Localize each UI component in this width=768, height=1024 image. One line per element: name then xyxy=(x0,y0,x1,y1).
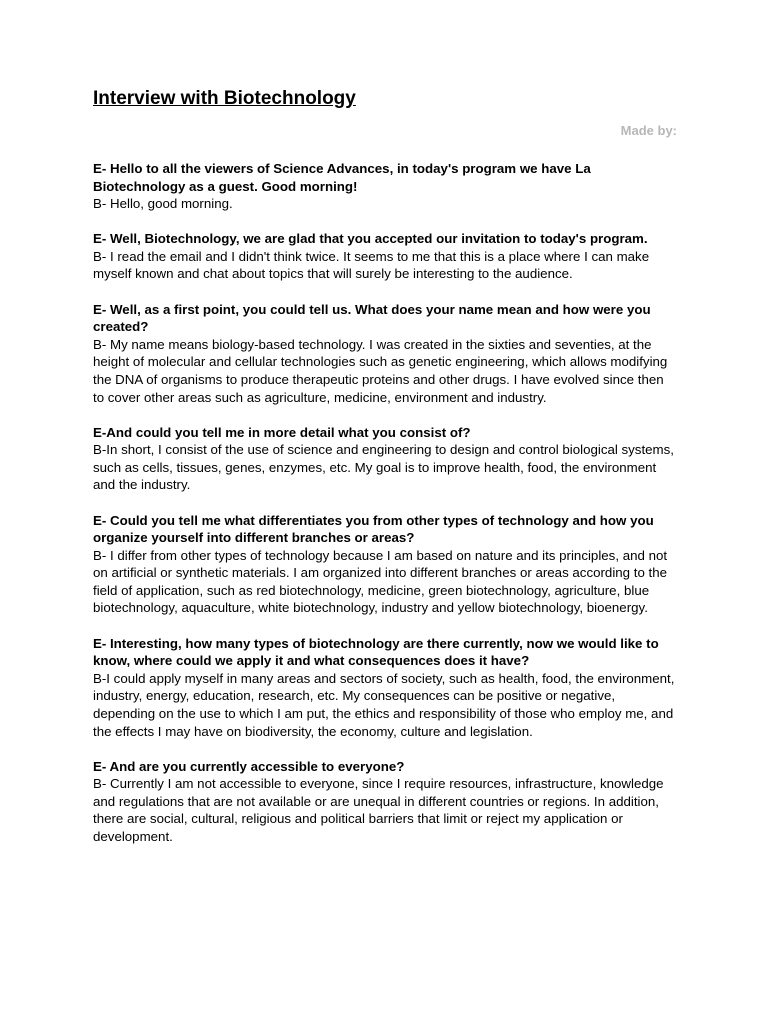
biotechnology-answer: B- Hello, good morning. xyxy=(93,196,233,212)
interviewer-question: E- Well, as a first point, you could tell us. What does your name mean and how were you created? xyxy=(93,301,651,335)
biotechnology-answer: B- I differ from other types of technology because I am based on nature and its principles, and not on artificial or synthetic materials. I am organized into different branches or areas according to the field of application, such as red biotechnology, medicine, green biotechnology, agriculture, blue biotechnology, aquaculture, white biotechnology, industry and yellow biotechnology, bioenergy. xyxy=(93,547,668,616)
qa-block xyxy=(93,424,677,494)
biotechnology-answer: B-I could apply myself in many areas and sectors of society, such as health, food, the environment, industry, energy, education, research, etc. My consequences can be positive or negative, depending on the use to which I am put, the ethics and responsibility of those who employ me, and the effects I may have on biodiversity, the economy, culture and legislation. xyxy=(93,670,675,739)
biotechnology-answer: B- Currently I am not accessible to everyone, since I require resources, infrastructure, knowledge and regulations that are not available or are unequal in different countries or regions. In addition, there are social, cultural, religious and political barriers that limit or reject my application or development. xyxy=(93,776,664,844)
interviewer-question: E- And are you currently accessible to everyone? xyxy=(93,758,405,774)
qa-block xyxy=(93,758,677,846)
qa-block xyxy=(93,512,677,618)
qa-block xyxy=(93,301,677,407)
interview-qa-list xyxy=(93,160,677,846)
interviewer-question: E- Could you tell me what differentiates you from other types of technology and how you organize yourself into different branches or areas? xyxy=(93,512,654,546)
interviewer-question: E- Well, Biotechnology, we are glad that you accepted our invitation to today's program. xyxy=(93,231,648,247)
biotechnology-answer: B- My name means biology-based technology. I was created in the sixties and seventies, at the height of molecular and cellular technologies such as genetic engineering, which allows modifying the DNA of organisms to produce therapeutic proteins and other drugs. I have evolved since then to cover other areas such as agriculture, medicine, environment and industry. xyxy=(93,336,668,405)
biotechnology-answer: B- I read the email and I didn't think twice. It seems to me that this is a place where I can make myself known and chat about topics that will surely be interesting to the audience. xyxy=(93,248,650,282)
document-title: Interview with Biotechnology xyxy=(93,88,356,109)
biotechnology-answer: B-In short, I consist of the use of science and engineering to design and control biological systems, such as cells, tissues, genes, enzymes, etc. My goal is to improve health, food, the environment and the industry. xyxy=(93,442,674,493)
qa-block xyxy=(93,160,677,213)
interviewer-question: E-And could you tell me in more detail what you consist of? xyxy=(93,424,471,440)
qa-block xyxy=(93,635,677,741)
interviewer-question: E- Hello to all the viewers of Science Advances, in today's program we have La Biotechnology as a guest. Good morning! xyxy=(93,161,591,194)
interviewer-question: E- Interesting, how many types of biotechnology are there currently, now we would like to know, where could we apply it and what consequences does it have? xyxy=(93,635,659,669)
document-page xyxy=(93,86,677,863)
qa-block xyxy=(93,230,677,283)
made-by-label: Made by: xyxy=(620,123,677,138)
